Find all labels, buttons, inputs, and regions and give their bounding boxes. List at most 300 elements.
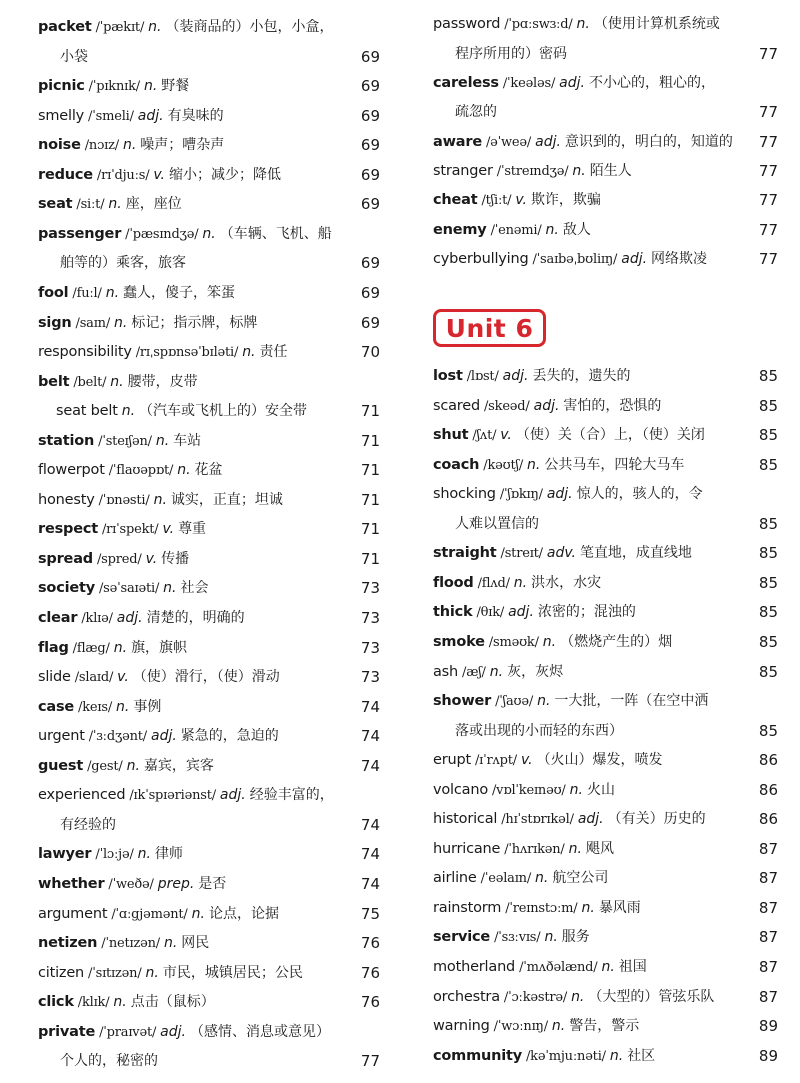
entry-phonetic: /ˈɜːdʒənt/ <box>88 729 147 745</box>
entry-phonetic: /flʌd/ <box>477 575 510 591</box>
entry-part-of-speech: v. <box>162 521 175 538</box>
entry-page-number: 85 <box>758 632 778 651</box>
entry-line <box>433 186 778 216</box>
entry-word: coach <box>433 456 480 473</box>
entry-phonetic: /klɪə/ <box>81 611 113 626</box>
entry-page-number: 71 <box>360 461 380 480</box>
glossary-entry <box>38 456 380 486</box>
entry-line <box>433 1042 778 1072</box>
entry-page-number: 73 <box>360 609 380 627</box>
entry-phonetic: /slaɪd/ <box>74 670 114 686</box>
glossary-entry <box>38 1018 380 1077</box>
glossary-entry <box>433 894 778 924</box>
entry-line <box>433 362 778 392</box>
entry-definition: 花盆 <box>194 462 223 479</box>
entry-part-of-speech: n. <box>145 964 159 981</box>
entry-phonetic: /lɒst/ <box>466 369 499 384</box>
entry-phonetic: /ˈpækɪt/ <box>95 20 145 35</box>
entry-part-of-speech: adj. <box>160 1023 186 1040</box>
entry-phonetic: /vɒlˈkeɪnəʊ/ <box>492 782 566 798</box>
entry-line <box>38 840 380 870</box>
entry-line <box>433 480 778 510</box>
entry-part-of-speech: n. <box>121 403 136 420</box>
entry-part-of-speech: adv. <box>546 545 576 562</box>
entry-phonetic: /ˈweðə/ <box>108 876 154 892</box>
glossary-entry <box>433 864 778 894</box>
entry-phonetic: /rɪˌspɒnsəˈbɪləti/ <box>135 345 239 361</box>
entry-word: urgent <box>38 728 85 745</box>
unit-heading-badge <box>433 309 546 347</box>
entry-word: clear <box>38 610 78 626</box>
entry-definition: 陌生人 <box>589 163 632 179</box>
entry-continuation-line <box>38 43 380 73</box>
glossary-entry <box>433 1042 778 1072</box>
entry-part-of-speech: v. <box>520 752 533 769</box>
entry-part-of-speech: n. <box>113 639 128 656</box>
glossary-entry <box>38 102 380 132</box>
entry-line <box>38 574 380 604</box>
entry-phonetic: /səˈsaɪəti/ <box>98 581 160 597</box>
glossary-entry <box>38 486 380 516</box>
entry-phonetic: /ˈenəmi/ <box>490 222 542 238</box>
entry-line <box>38 279 380 309</box>
entry-part-of-speech: n. <box>576 16 590 32</box>
entry-line <box>38 220 380 250</box>
entry-part-of-speech: adj. <box>546 486 573 503</box>
entry-definition: 暴风雨 <box>598 899 641 916</box>
entry-phonetic: /əˈweə/ <box>485 134 532 150</box>
entry-phonetic: /ˈsɪtɪzən/ <box>88 965 142 981</box>
entry-definition: 一大批，一阵（在空中洒 <box>554 693 709 710</box>
entry-part-of-speech: n. <box>153 491 167 508</box>
entry-definition: （汽车或飞机上的）安全带 <box>139 403 308 420</box>
entry-definition: 飓风 <box>585 840 614 857</box>
entry-word: belt <box>38 373 70 390</box>
entry-line <box>433 539 778 569</box>
entry-phonetic: /kəʊtʃ/ <box>483 457 524 473</box>
glossary-entry <box>433 480 778 539</box>
entry-word: seat <box>38 196 73 213</box>
entry-part-of-speech: adj. <box>219 787 246 804</box>
glossary-entry <box>38 338 380 368</box>
entry-definition: 缩小；减少；降低 <box>169 166 281 183</box>
entry-definition: 笔直地，成直线地 <box>579 545 692 562</box>
entry-line <box>433 10 778 40</box>
entry-line <box>38 72 380 102</box>
entry-part-of-speech: v. <box>145 550 158 567</box>
entry-line <box>38 663 380 693</box>
entry-word: passenger <box>38 225 122 242</box>
entry-part-of-speech: v. <box>500 427 512 444</box>
glossary-entry <box>433 746 778 776</box>
glossary-entry <box>38 309 380 339</box>
entry-definition: 责任 <box>259 344 288 361</box>
entry-definition: （使用计算机系统或 <box>593 16 720 32</box>
entry-page-number: 77 <box>758 191 778 210</box>
entry-definition: 标记；指示牌，标牌 <box>131 314 258 331</box>
glossary-entry <box>433 776 778 806</box>
entry-word: community <box>433 1047 522 1064</box>
glossary-entry <box>38 781 380 840</box>
glossary-entry <box>38 13 380 72</box>
entry-line <box>433 687 778 717</box>
entry-part-of-speech: n. <box>105 284 120 301</box>
entry-definition: 敌人 <box>562 221 591 238</box>
entry-line <box>433 864 778 894</box>
entry-phonetic: /ˈmʌðəlænd/ <box>519 960 598 975</box>
entry-part-of-speech: n. <box>601 959 615 975</box>
entry-page-number: 85 <box>758 721 778 740</box>
entry-definition: （火山）爆发，喷发 <box>536 752 663 769</box>
entry-part-of-speech: v. <box>117 669 129 686</box>
glossary-entry <box>433 216 778 246</box>
entry-word: rainstorm <box>433 899 502 916</box>
entry-part-of-speech: adj. <box>150 728 177 745</box>
entry-page-number: 85 <box>758 455 778 474</box>
entry-phonetic: /ˈʃaʊə/ <box>495 694 534 710</box>
glossary-entry <box>38 574 380 604</box>
entry-definition: 有臭味的 <box>167 107 224 124</box>
glossary-entry <box>433 687 778 746</box>
entry-word: careless <box>433 74 499 91</box>
entry-part-of-speech: n. <box>163 935 178 952</box>
entry-part-of-speech: n. <box>126 757 140 774</box>
entry-word: packet <box>38 19 92 35</box>
entry-word: fool <box>38 284 69 301</box>
entry-definition-continued: 人难以置信的 <box>455 515 539 532</box>
entry-line <box>38 368 380 398</box>
glossary-entry <box>433 628 778 658</box>
entry-page-number: 77 <box>758 250 778 269</box>
entry-page-number: 71 <box>360 549 380 568</box>
entry-part-of-speech: n. <box>545 221 559 238</box>
entry-part-of-speech: n. <box>114 314 128 331</box>
entry-line <box>38 722 380 752</box>
entry-word: station <box>38 432 95 449</box>
entry-line <box>38 515 380 545</box>
entry-line <box>38 959 380 989</box>
entry-page-number: 85 <box>758 544 778 563</box>
entry-part-of-speech: adj. <box>508 604 534 621</box>
glossary-entry <box>38 752 380 782</box>
glossary-entry <box>38 220 380 279</box>
glossary-entry <box>38 634 380 664</box>
entry-phonetic: /fuːl/ <box>72 285 102 301</box>
entry-page-number: 87 <box>758 869 778 888</box>
entry-definition-continued: 程序所用的）密码 <box>455 45 567 62</box>
entry-continuation-line <box>433 98 778 128</box>
entry-line <box>433 1012 778 1042</box>
entry-page-number: 87 <box>758 958 778 976</box>
entry-part-of-speech: n. <box>110 373 124 390</box>
entry-page-number: 73 <box>360 579 380 598</box>
entry-page-number: 77 <box>758 220 778 239</box>
entry-part-of-speech: n. <box>551 1018 566 1035</box>
entry-definition: （车辆、飞机、船 <box>219 225 332 242</box>
entry-line <box>433 451 778 481</box>
entry-part-of-speech: adj. <box>535 133 561 150</box>
entry-page-number: 69 <box>360 195 380 214</box>
entry-word: case <box>38 698 75 715</box>
entry-phonetic: /ˈsteɪʃən/ <box>98 433 152 449</box>
entry-line <box>38 13 380 43</box>
entry-word: sign <box>38 314 72 331</box>
entry-part-of-speech: n. <box>108 196 122 213</box>
entry-definition: 意识到的，明白的，知道的 <box>564 133 733 150</box>
entry-word: cheat <box>433 192 478 209</box>
entry-part-of-speech: adj. <box>559 74 585 91</box>
entry-definition-continued: 疏忽的 <box>455 104 497 121</box>
entry-page-number: 74 <box>360 697 380 716</box>
glossary-entry <box>433 128 778 158</box>
entry-word: flowerpot <box>38 462 105 479</box>
glossary-entry <box>38 190 380 220</box>
glossary-entry <box>38 397 380 427</box>
entry-definition: 火山 <box>586 781 615 798</box>
entry-line <box>38 752 380 782</box>
entry-definition: 点击（鼠标） <box>130 994 215 1011</box>
entry-phonetic: /ˈpæsɪndʒə/ <box>125 226 199 242</box>
entry-phonetic: /ˈflaʊəpɒt/ <box>108 463 174 479</box>
entry-phonetic: /gest/ <box>87 758 123 774</box>
entry-word: honesty <box>38 491 95 508</box>
entry-word: shocking <box>433 486 496 503</box>
entry-part-of-speech: n. <box>116 698 130 715</box>
entry-line <box>433 392 778 422</box>
entry-word: historical <box>433 811 498 828</box>
entry-word: shut <box>433 427 469 444</box>
glossary-entry <box>433 983 778 1013</box>
entry-definition: 腰带，皮带 <box>127 373 198 390</box>
entry-phonetic: /ʃʌt/ <box>472 428 497 444</box>
entry-part-of-speech: v. <box>515 192 527 209</box>
entry-line <box>38 102 380 132</box>
glossary-entry <box>38 72 380 102</box>
entry-page-number: 69 <box>360 136 380 155</box>
glossary-entry <box>38 427 380 457</box>
entry-part-of-speech: n. <box>609 1047 624 1064</box>
glossary-entry <box>38 870 380 900</box>
entry-part-of-speech: n. <box>113 994 127 1011</box>
entry-part-of-speech: adj. <box>621 251 648 268</box>
entry-phonetic: /æʃ/ <box>462 664 486 680</box>
entry-definition: 律师 <box>155 846 183 863</box>
entry-line <box>433 128 778 158</box>
glossary-entry <box>433 157 778 187</box>
glossary-entry <box>433 245 778 275</box>
entry-page-number: 86 <box>758 751 778 770</box>
entry-page-number: 85 <box>758 573 778 592</box>
entry-line <box>38 781 380 811</box>
entry-part-of-speech: adj. <box>533 397 560 414</box>
entry-page-number: 77 <box>758 44 778 63</box>
entry-word: noise <box>38 137 81 154</box>
entry-part-of-speech: n. <box>544 929 558 946</box>
entry-part-of-speech: n. <box>122 137 137 154</box>
entry-phonetic: /ˈwɔːnɪŋ/ <box>493 1019 548 1035</box>
entry-phonetic: /ˈlɔːjə/ <box>95 847 134 863</box>
entry-part-of-speech: n. <box>242 344 256 361</box>
entry-word: lost <box>433 368 463 384</box>
glossary-entry <box>433 421 778 451</box>
entry-part-of-speech: n. <box>581 899 595 916</box>
entry-phonetic: /kəˈmjuːnəti/ <box>525 1048 606 1064</box>
entry-word: motherland <box>433 959 516 975</box>
entry-page-number: 71 <box>360 431 380 450</box>
entry-phonetic: /ˈkeələs/ <box>502 75 556 91</box>
glossary-entry <box>38 604 380 634</box>
entry-definition: 座，座位 <box>125 196 182 213</box>
entry-definition: 社区 <box>627 1047 656 1064</box>
entry-part-of-speech: n. <box>569 781 583 798</box>
entry-line <box>433 628 778 658</box>
entry-line <box>38 309 380 339</box>
entry-word: hurricane <box>433 840 501 857</box>
entry-part-of-speech: n. <box>143 78 158 95</box>
entry-line <box>38 397 380 427</box>
glossary-entry <box>433 69 778 128</box>
entry-part-of-speech: n. <box>155 432 170 449</box>
entry-line <box>38 1018 380 1048</box>
entry-word: guest <box>38 757 84 774</box>
entry-word: erupt <box>433 752 471 769</box>
entry-phonetic: /ˈsaɪbəˌbʊliɪŋ/ <box>532 252 618 268</box>
entry-page-number: 87 <box>758 898 778 917</box>
entry-definition: 尊重 <box>178 521 207 538</box>
entry-definition: 旗，旗帜 <box>131 639 188 656</box>
glossary-entry <box>433 362 778 392</box>
entry-definition: 经验丰富的， <box>249 787 334 804</box>
entry-word: netizen <box>38 935 98 952</box>
entry-page-number: 74 <box>360 756 380 775</box>
entry-part-of-speech: v. <box>153 166 165 183</box>
entry-definition: 害怕的，恐惧的 <box>563 397 662 414</box>
entry-phonetic: /tʃiːt/ <box>481 193 512 209</box>
entry-word: scared <box>433 397 480 414</box>
entry-line <box>38 870 380 900</box>
glossary-entry <box>433 923 778 953</box>
entry-definition-continued: 个人的，秘密的 <box>60 1053 158 1070</box>
entry-word: society <box>38 580 95 597</box>
glossary-entry <box>433 953 778 983</box>
entry-page-number: 87 <box>758 987 778 1006</box>
glossary-entry <box>433 186 778 216</box>
entry-page-number: 69 <box>360 106 380 125</box>
entry-definition: 祖国 <box>618 959 647 975</box>
entry-word: slide <box>38 669 71 686</box>
entry-definition: 警告，警示 <box>569 1018 640 1035</box>
entry-line <box>433 923 778 953</box>
glossary-entry <box>38 545 380 575</box>
entry-page-number: 85 <box>758 514 778 533</box>
entry-line <box>433 157 778 187</box>
entry-line <box>38 545 380 575</box>
entry-word: flag <box>38 639 69 656</box>
glossary-entry <box>433 805 778 835</box>
entry-definition: 事例 <box>133 698 162 715</box>
entry-page-number: 69 <box>360 47 380 66</box>
entry-definition: 公共马车，四轮大马车 <box>544 456 685 473</box>
entry-definition: 论点，论据 <box>208 905 279 922</box>
entry-word: spread <box>38 550 93 567</box>
glossary-entry <box>38 693 380 723</box>
entry-line <box>38 929 380 959</box>
glossary-entry <box>38 279 380 309</box>
entry-page-number: 74 <box>360 874 380 893</box>
entry-definition: 嘉宾，宾客 <box>143 757 214 774</box>
glossary-entry <box>38 722 380 752</box>
entry-page-number: 86 <box>758 810 778 829</box>
entry-word: volcano <box>433 781 488 798</box>
entry-definition: （使）关（合）上，（使）关闭 <box>515 427 705 444</box>
entry-page-number: 69 <box>360 283 380 302</box>
entry-part-of-speech: n. <box>537 693 551 710</box>
glossary-entry <box>38 900 380 930</box>
entry-phonetic: /ˈstreɪndʒə/ <box>496 164 569 179</box>
entry-line <box>433 598 778 628</box>
entry-word: ash <box>433 663 459 680</box>
entry-definition: 野餐 <box>161 78 190 95</box>
entry-part-of-speech: n. <box>489 663 504 680</box>
entry-definition: （装商品的）小包，小盒， <box>165 19 334 35</box>
entry-word: seat belt <box>56 403 118 420</box>
entry-definition-continued: 落或出现的小而轻的东西） <box>455 722 623 739</box>
entry-definition: （使）滑行，（使）滑动 <box>132 669 280 686</box>
entry-page-number: 74 <box>360 845 380 864</box>
glossary-entry <box>433 1012 778 1042</box>
entry-definition: 车站 <box>173 432 202 449</box>
entry-line <box>38 456 380 486</box>
entry-phonetic: /ˈeəlaɪn/ <box>480 871 532 887</box>
entry-page-number: 86 <box>758 780 778 799</box>
entry-word: stranger <box>433 163 493 179</box>
entry-part-of-speech: n. <box>542 633 557 650</box>
entry-phonetic: /ˈsmeli/ <box>88 108 134 124</box>
entry-line <box>433 953 778 983</box>
entry-definition: 蠢人，傻子，笨蛋 <box>123 284 236 301</box>
glossary-entry <box>38 368 380 398</box>
entry-page-number: 85 <box>758 603 778 622</box>
entry-page-number: 85 <box>758 662 778 681</box>
entry-page-number: 69 <box>360 77 380 96</box>
entry-line <box>433 746 778 776</box>
entry-phonetic: /keɪs/ <box>78 699 113 715</box>
entry-word: picnic <box>38 78 85 95</box>
entry-page-number: 74 <box>360 727 380 746</box>
glossary-entry <box>433 598 778 628</box>
entry-word: enemy <box>433 221 487 238</box>
entry-definition: 噪声；嘈杂声 <box>140 137 225 154</box>
entry-definition: 社会 <box>180 580 209 597</box>
entry-phonetic: /nɔɪz/ <box>84 138 119 154</box>
entry-page-number: 77 <box>360 1052 380 1071</box>
entry-page-number: 77 <box>758 103 778 122</box>
entry-line <box>433 569 778 599</box>
entry-page-number: 85 <box>758 426 778 445</box>
entry-page-number: 73 <box>360 668 380 687</box>
entry-word: click <box>38 994 74 1011</box>
entry-phonetic: /hɪˈstɒrɪkəl/ <box>501 812 574 828</box>
entry-line <box>38 131 380 161</box>
entry-word: private <box>38 1023 96 1040</box>
entry-definition: 浓密的；混浊的 <box>537 604 636 621</box>
entry-definition-continued: 小袋 <box>60 48 88 65</box>
entry-page-number: 71 <box>360 402 380 421</box>
entry-word: aware <box>433 133 482 150</box>
entry-word: reduce <box>38 166 93 183</box>
glossary-entry <box>38 663 380 693</box>
entry-line <box>433 245 778 275</box>
